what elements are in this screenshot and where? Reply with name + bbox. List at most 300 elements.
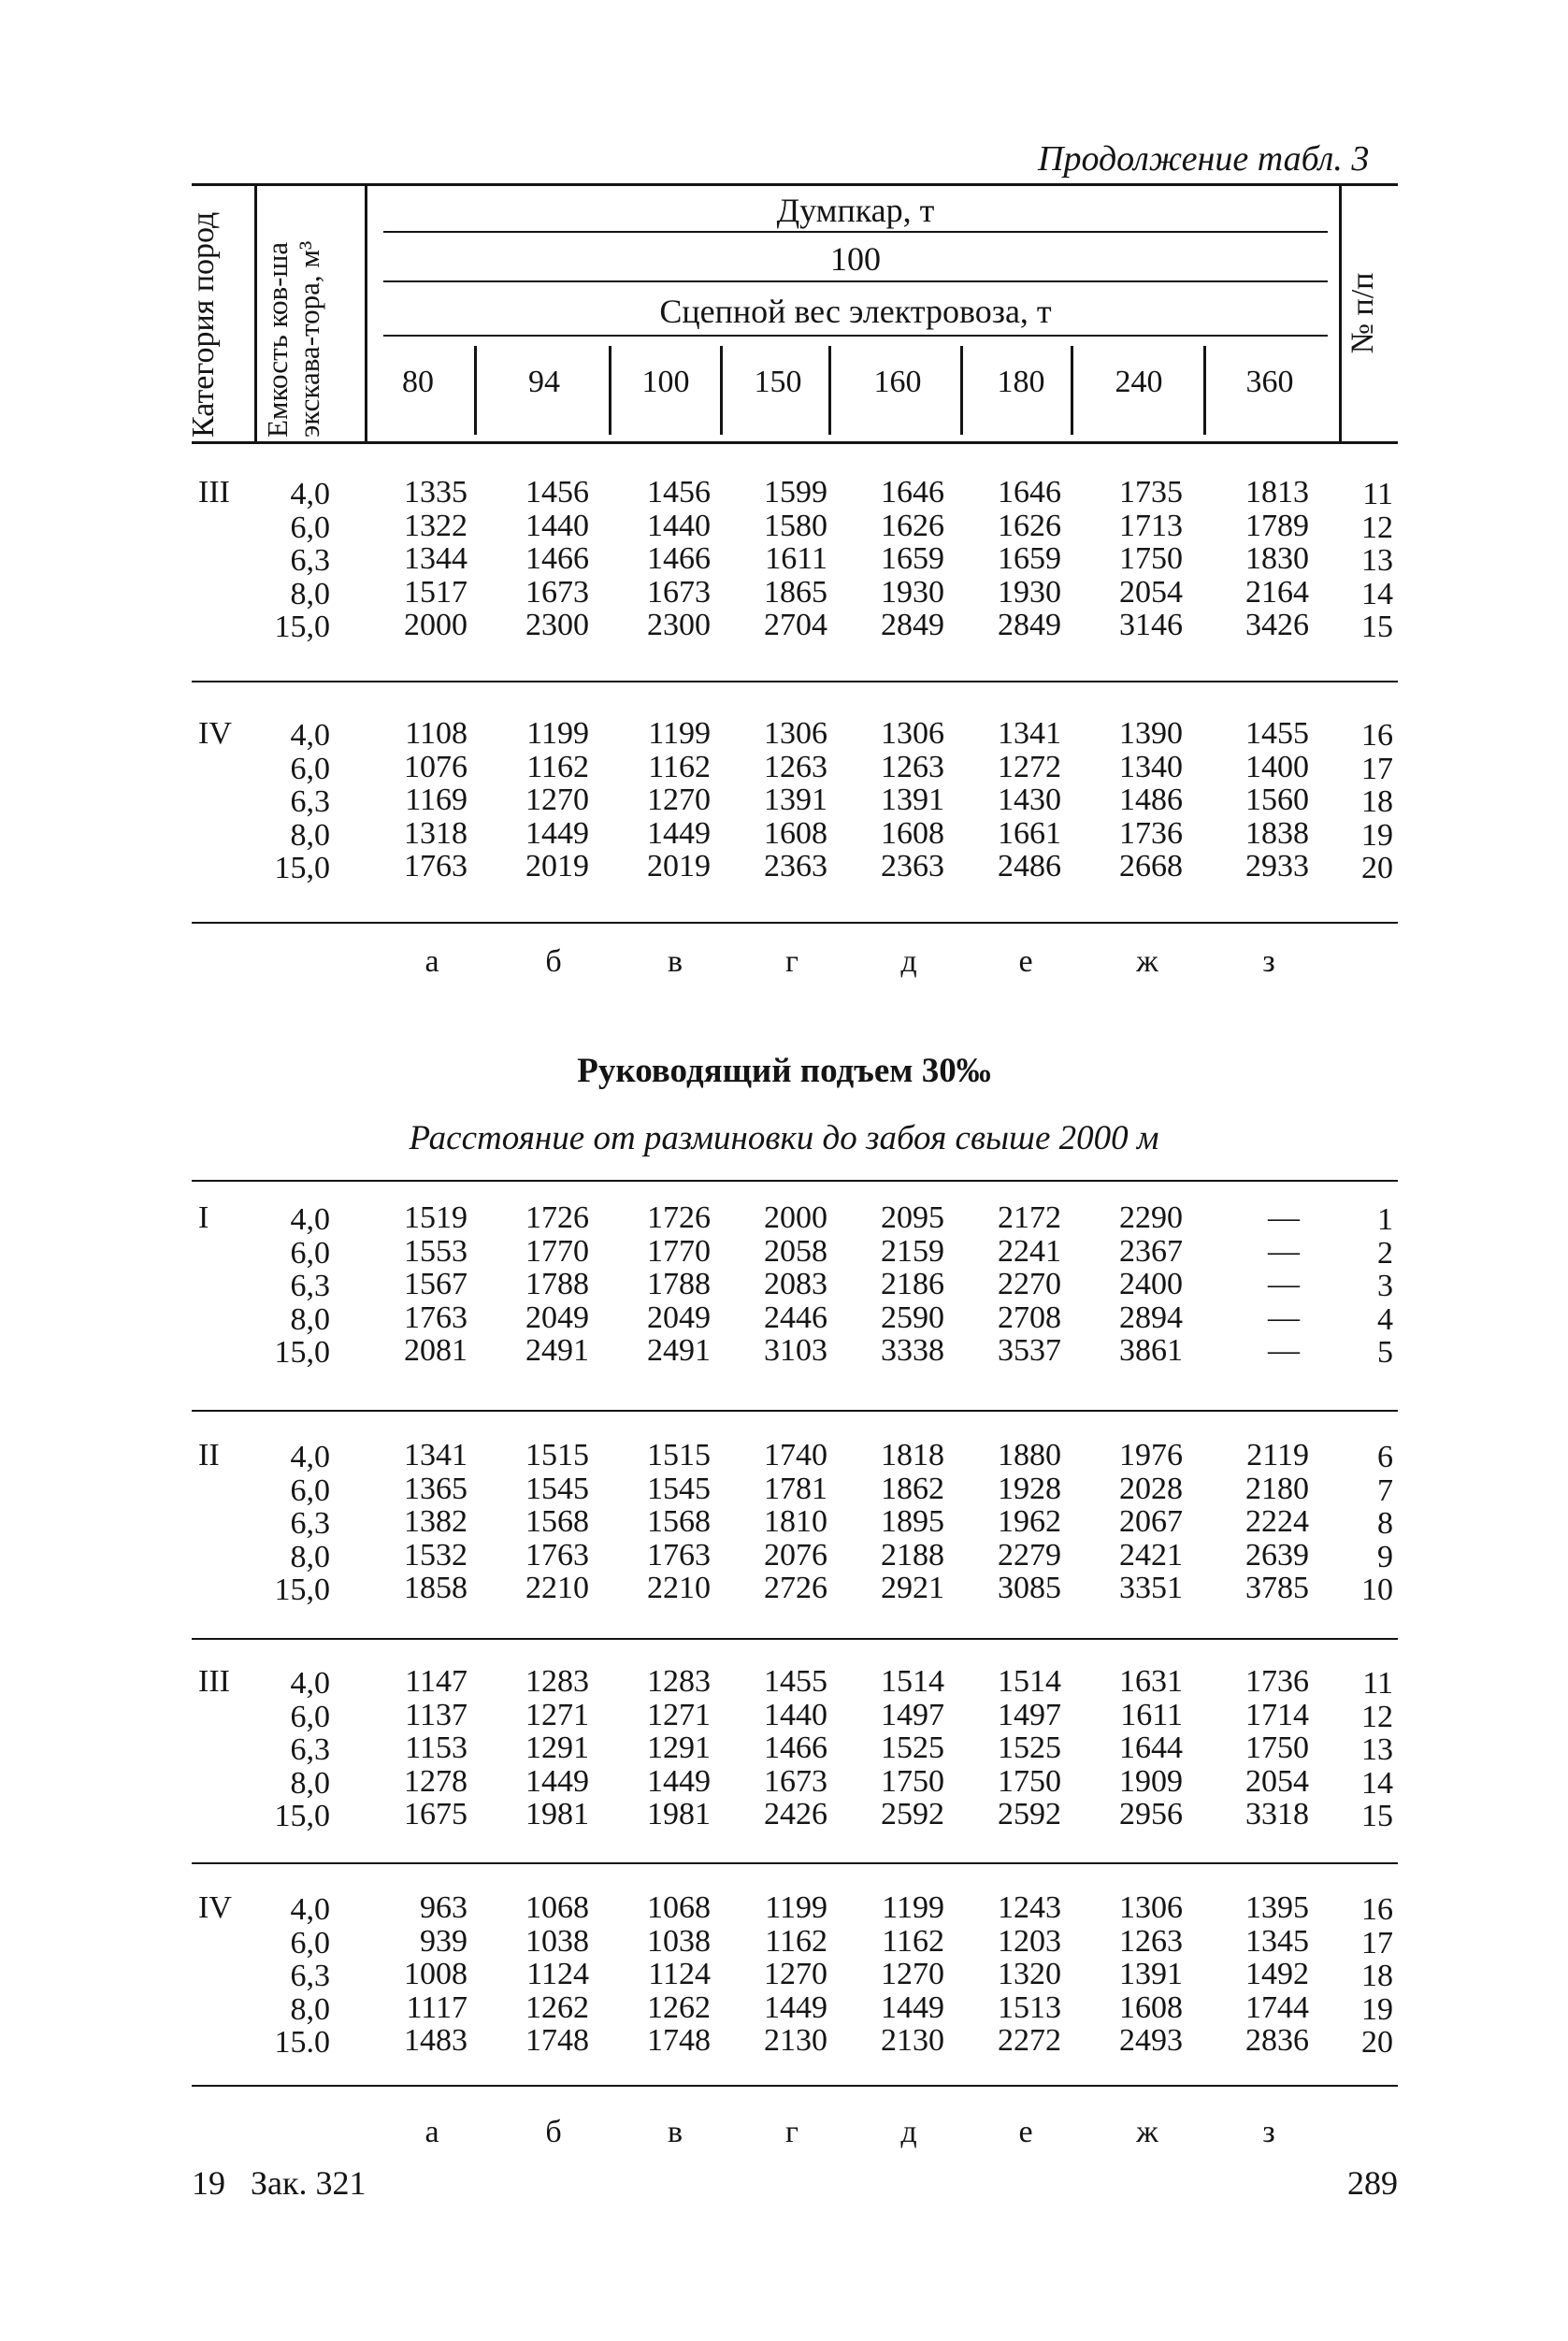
table-cell: 1818 [881, 1438, 944, 1472]
table-cell: 1169 [405, 783, 468, 817]
table-cell: 2400 [1119, 1267, 1183, 1301]
table-cell: 2493 [1119, 2023, 1183, 2058]
table-cell: 2054 [1245, 1763, 1309, 1799]
table-cell: 1455 [764, 1664, 827, 1699]
table-cell: 1748 [647, 2023, 711, 2058]
category-label: III [198, 1664, 230, 1699]
table-cell: 1880 [998, 1438, 1061, 1472]
table-cell: 3426 [1245, 608, 1309, 642]
table-cell: 1858 [404, 1571, 468, 1605]
continuation-label: Продолжение табл. 3 [1038, 139, 1370, 179]
table-cell: 1599 [764, 475, 827, 510]
table-cell: 1291 [647, 1731, 711, 1765]
table-cell: 1320 [998, 1957, 1061, 1991]
row-number: 6 [1377, 1440, 1393, 1474]
bucket-capacity: 4,0 [290, 1440, 330, 1474]
table-cell: — [1268, 1233, 1300, 1269]
page-number: 289 [1347, 2164, 1398, 2202]
table-cell: 1008 [404, 1957, 468, 1991]
column-letter: г [785, 2115, 798, 2149]
table-cell: 2067 [1119, 1504, 1183, 1539]
row-number: 14 [1361, 1765, 1393, 1801]
row-number: 13 [1361, 543, 1393, 578]
bucket-capacity: 15,0 [274, 1335, 330, 1370]
table-cell: 2130 [764, 2023, 827, 2058]
table-cell: 1283 [525, 1664, 589, 1699]
table-cell: — [1268, 1333, 1300, 1368]
table-cell: 1514 [998, 1664, 1061, 1699]
table-cell: 1736 [1119, 815, 1183, 851]
table-cell: 1862 [881, 1471, 944, 1506]
bucket-capacity: 6,0 [290, 1925, 330, 1960]
table-cell: 1243 [998, 1890, 1061, 1925]
table-cell: 1395 [1245, 1890, 1309, 1925]
group-separator [192, 1410, 1398, 1412]
table-cell: 1763 [404, 849, 468, 883]
row-number: 12 [1361, 1699, 1393, 1734]
row-number: 15 [1361, 610, 1393, 644]
table-cell: 1553 [404, 1233, 468, 1269]
table-cell: 1162 [526, 749, 589, 784]
table-cell: 1568 [525, 1504, 589, 1539]
table-cell: 1608 [764, 815, 827, 851]
column-letter: в [667, 2115, 683, 2149]
table-cell: 1440 [525, 508, 589, 543]
table-cell: 2421 [1119, 1537, 1183, 1573]
table-cell: 1199 [882, 1890, 944, 1925]
bucket-capacity: 6,0 [290, 510, 330, 545]
table-cell: 1318 [404, 815, 468, 851]
category-label: II [198, 1438, 220, 1472]
table-cell: 1568 [647, 1504, 711, 1539]
group-separator [192, 922, 1398, 924]
table-cell: 2486 [998, 849, 1061, 883]
group-separator [192, 1638, 1398, 1640]
table-cell: 1770 [525, 1233, 589, 1269]
row-number: 16 [1361, 1892, 1393, 1927]
header-divider-2 [365, 183, 367, 441]
category-label: III [198, 475, 230, 510]
table-cell: 2270 [998, 1267, 1061, 1301]
table-cell: 1449 [525, 815, 589, 851]
table-cell: 1748 [525, 2023, 589, 2058]
table-cell: 1497 [881, 1697, 944, 1732]
bucket-capacity: 8,0 [290, 1539, 330, 1574]
table-cell: 1675 [404, 1797, 468, 1831]
category-label: IV [198, 716, 232, 751]
table-cell: 1763 [404, 1300, 468, 1335]
bucket-capacity: 6,3 [290, 1269, 330, 1303]
group-separator [192, 681, 1398, 682]
loco-weight: 94 [528, 365, 560, 399]
table-cell: 2849 [998, 608, 1061, 642]
table-cell: 2726 [764, 1571, 827, 1605]
table-cell: 1124 [526, 1957, 589, 1991]
row-number: 11 [1362, 1666, 1393, 1701]
column-letter: а [424, 944, 439, 979]
table-cell: 1162 [765, 1923, 827, 1959]
loco-divider [1071, 346, 1073, 435]
bucket-capacity: 4,0 [290, 718, 330, 753]
table-cell: 1270 [525, 783, 589, 817]
table-cell: 1525 [998, 1731, 1061, 1765]
loco-rule [383, 335, 1328, 337]
table-cell: 1763 [525, 1537, 589, 1573]
table-cell: 2186 [881, 1267, 944, 1301]
table-cell: 1517 [404, 574, 468, 610]
table-cell: 1455 [1245, 716, 1309, 751]
bucket-capacity: 6,0 [290, 751, 330, 786]
column-letter: з [1262, 2115, 1275, 2149]
table-cell: 1270 [881, 1957, 944, 1991]
table-cell: 1456 [647, 475, 711, 510]
loco-weight: 80 [402, 365, 434, 399]
header-divider-npp [1339, 183, 1342, 441]
table-cell: 1865 [764, 574, 827, 610]
table-cell: 2279 [998, 1537, 1061, 1573]
table-cell: — [1268, 1200, 1300, 1235]
column-letter: ж [1136, 944, 1158, 979]
table-cell: 1560 [1245, 783, 1309, 817]
table-cell: 1449 [881, 1989, 944, 2025]
bucket-capacity: 4,0 [290, 1202, 330, 1237]
bucket-capacity: 6,3 [290, 543, 330, 578]
table-cell: 3146 [1119, 608, 1183, 642]
table-cell: 1750 [998, 1763, 1061, 1799]
loco-weight: 100 [641, 365, 690, 399]
table-cell: 1341 [404, 1438, 468, 1472]
table-cell: 1449 [647, 815, 711, 851]
table-cell: 1740 [764, 1438, 827, 1472]
table-cell: 963 [420, 1890, 468, 1925]
bucket-capacity: 15.0 [274, 2025, 330, 2060]
footer-order: 19 Зак. 321 [192, 2164, 367, 2202]
column-letter: б [545, 2115, 562, 2149]
table-cell: 1673 [525, 574, 589, 610]
table-cell: 2076 [764, 1537, 827, 1573]
column-letter: е [1018, 944, 1033, 979]
dumpcar-rule [383, 231, 1328, 233]
table-cell: 1271 [525, 1697, 589, 1732]
table-cell: 2708 [998, 1300, 1061, 1335]
table-cell: 2049 [647, 1300, 711, 1335]
table-cell: 1626 [881, 508, 944, 543]
table-cell: 1147 [405, 1664, 468, 1699]
table-cell: 2300 [647, 608, 711, 642]
table-cell: 1038 [525, 1923, 589, 1959]
column-letter: б [545, 944, 562, 979]
table-cell: 1673 [764, 1763, 827, 1799]
table-cell: 1909 [1119, 1763, 1183, 1799]
table-cell: 2058 [764, 1233, 827, 1269]
table-cell: 1391 [881, 783, 944, 817]
row-number: 20 [1361, 851, 1393, 885]
table-cell: 1962 [998, 1504, 1061, 1539]
row-number: 19 [1361, 817, 1393, 853]
table-cell: 1162 [882, 1923, 944, 1959]
table-cell: 3318 [1245, 1797, 1309, 1831]
bucket-capacity: 15,0 [274, 1573, 330, 1607]
table-cell: 2363 [881, 849, 944, 883]
table-cell: 1608 [1119, 1989, 1183, 2025]
table-cell: 1068 [525, 1890, 589, 1925]
row-number: 3 [1377, 1269, 1393, 1303]
loco-label: Сцепной вес электровоза, т [659, 293, 1052, 330]
column-letter: д [900, 2115, 917, 2149]
table-cell: 1750 [1245, 1731, 1309, 1765]
section-title: Руководящий подъем 30‰ [577, 1052, 991, 1090]
table-cell: 1545 [525, 1471, 589, 1506]
table-cell: 1726 [525, 1200, 589, 1235]
loco-weight: 160 [873, 365, 922, 399]
table-cell: 1611 [1120, 1697, 1183, 1732]
table-cell: 1726 [647, 1200, 711, 1235]
table-cell: 1763 [647, 1537, 711, 1573]
table-cell: 1263 [1119, 1923, 1183, 1959]
table-cell: 2446 [764, 1300, 827, 1335]
table-cell: 2095 [881, 1200, 944, 1235]
column-letter: г [785, 944, 798, 979]
bucket-capacity: 4,0 [290, 477, 330, 511]
row-number: 9 [1377, 1539, 1393, 1574]
bucket-capacity: 8,0 [290, 1765, 330, 1801]
table-cell: 2000 [404, 608, 468, 642]
category-label: I [198, 1200, 209, 1235]
table-cell: 2592 [998, 1797, 1061, 1831]
bucket-capacity: 4,0 [290, 1892, 330, 1927]
table-cell: 3351 [1119, 1571, 1183, 1605]
section-subtitle: Расстояние от разминовки до забоя свыше 2000 м [409, 1119, 1159, 1157]
table-cell: 1673 [647, 574, 711, 610]
npp-label: № п/п [1345, 272, 1380, 354]
table-cell: 1124 [648, 1957, 711, 1991]
table-cell: 2894 [1119, 1300, 1183, 1335]
table-cell: 3085 [998, 1571, 1061, 1605]
bucket-capacity: 6,3 [290, 1732, 330, 1767]
table-cell: 2933 [1245, 849, 1309, 883]
table-cell: 1545 [647, 1471, 711, 1506]
table-cell: 1291 [525, 1731, 589, 1765]
table-cell: 1335 [404, 475, 468, 510]
table-cell: 1714 [1245, 1697, 1309, 1732]
table-cell: 1344 [404, 541, 468, 576]
table-cell: 1626 [998, 508, 1061, 543]
table-cell: 1608 [881, 815, 944, 851]
category-label: Категория пород [186, 211, 221, 438]
table-cell: — [1268, 1267, 1300, 1301]
table-cell: 2019 [525, 849, 589, 883]
table-cell: 3537 [998, 1333, 1061, 1368]
column-letter: ж [1136, 2115, 1158, 2149]
table-cell: 1930 [881, 574, 944, 610]
row-number: 10 [1361, 1573, 1393, 1607]
table-cell: 1930 [998, 574, 1061, 610]
row-number: 2 [1377, 1235, 1393, 1271]
table-cell: 2590 [881, 1300, 944, 1335]
table-cell: 1199 [765, 1890, 827, 1925]
table-cell: 2668 [1119, 849, 1183, 883]
dumpcar-label: Думпкар, т [776, 192, 935, 229]
table-cell: 1117 [406, 1989, 468, 2025]
loco-divider [720, 346, 723, 435]
column-letter: е [1018, 2115, 1033, 2149]
table-cell: 1466 [764, 1731, 827, 1765]
table-cell: 2130 [881, 2023, 944, 2058]
row-number: 8 [1377, 1506, 1393, 1541]
table-cell: 1611 [765, 541, 827, 576]
table-cell: 2054 [1119, 574, 1183, 610]
table-cell: 1770 [647, 1233, 711, 1269]
table-cell: 1199 [648, 716, 711, 751]
table-cell: 1513 [998, 1989, 1061, 2025]
table-cell: 1661 [998, 815, 1061, 851]
bucket-label: Емкость ков-ша экскава-тора, м³ [261, 240, 325, 438]
table-cell: 1306 [1119, 1890, 1183, 1925]
bucket-capacity: 4,0 [290, 1666, 330, 1701]
dumpcar-value: 100 [830, 240, 881, 278]
table-cell: 1263 [881, 749, 944, 784]
table-cell: 1262 [525, 1989, 589, 2025]
table-cell: 2592 [881, 1797, 944, 1831]
table-cell: 1813 [1245, 475, 1309, 510]
table-cell: 1270 [647, 783, 711, 817]
loco-weight: 180 [997, 365, 1045, 399]
table-cell: 3785 [1245, 1571, 1309, 1605]
group-separator [192, 1180, 1398, 1182]
table-cell: 1322 [404, 508, 468, 543]
table-cell: 1449 [764, 1989, 827, 2025]
table-cell: 1456 [525, 475, 589, 510]
row-number: 13 [1361, 1732, 1393, 1767]
bucket-capacity: 6,3 [290, 1506, 330, 1541]
table-cell: 1483 [404, 2023, 468, 2058]
table-cell: 1646 [998, 475, 1061, 510]
table-cell: 1713 [1119, 508, 1183, 543]
bucket-capacity: 8,0 [290, 576, 330, 611]
table-cell: 1283 [647, 1664, 711, 1699]
table-cell: 1390 [1119, 716, 1183, 751]
table-cell: 1400 [1245, 749, 1309, 784]
table-cell: 2290 [1119, 1200, 1183, 1235]
table-cell: 1271 [647, 1697, 711, 1732]
table-cell: — [1268, 1300, 1300, 1335]
table-cell: 1391 [1119, 1957, 1183, 1991]
table-cell: 1644 [1119, 1731, 1183, 1765]
row-number: 19 [1361, 1991, 1393, 2027]
table-cell: 1515 [525, 1438, 589, 1472]
table-cell: 1262 [647, 1989, 711, 2025]
row-number: 14 [1361, 576, 1393, 611]
table-cell: 1203 [998, 1923, 1061, 1959]
bucket-capacity: 6,3 [290, 784, 330, 819]
loco-divider [828, 346, 831, 435]
table-cell: 2956 [1119, 1797, 1183, 1831]
table-cell: 2704 [764, 608, 827, 642]
table-cell: 1981 [525, 1797, 589, 1831]
table-cell: 1631 [1119, 1664, 1183, 1699]
table-cell: 1789 [1245, 508, 1309, 543]
row-number: 17 [1361, 1925, 1393, 1960]
table-cell: 1750 [1119, 541, 1183, 576]
bucket-capacity: 6,3 [290, 1959, 330, 1993]
row-number: 18 [1361, 1959, 1393, 1993]
loco-divider [960, 346, 963, 435]
table-cell: 1270 [764, 1957, 827, 1991]
table-cell: 1153 [405, 1731, 468, 1765]
loco-divider [1203, 346, 1206, 435]
bucket-capacity: 6,0 [290, 1235, 330, 1271]
loco-weight: 360 [1245, 365, 1294, 399]
table-cell: 2224 [1245, 1504, 1309, 1539]
table-cell: 1341 [998, 716, 1061, 751]
column-letter: в [667, 944, 683, 979]
table-cell: 1788 [647, 1267, 711, 1301]
table-cell: 1068 [647, 1890, 711, 1925]
table-cell: 2049 [525, 1300, 589, 1335]
header-bottom-rule [192, 441, 1398, 444]
table-cell: 939 [420, 1923, 468, 1959]
row-number: 18 [1361, 784, 1393, 819]
table-cell: 1750 [881, 1763, 944, 1799]
bucket-capacity: 8,0 [290, 1301, 330, 1337]
table-cell: 1976 [1119, 1438, 1183, 1472]
table-cell: 1038 [647, 1923, 711, 1959]
table-cell: 2849 [881, 608, 944, 642]
row-number: 16 [1361, 718, 1393, 753]
table-cell: 1466 [647, 541, 711, 576]
table-cell: 1278 [404, 1763, 468, 1799]
table-cell: 1519 [404, 1200, 468, 1235]
dumpcar-value-rule [383, 280, 1328, 282]
table-cell: 2000 [764, 1200, 827, 1235]
table-cell: 1659 [998, 541, 1061, 576]
table-cell: 2921 [881, 1571, 944, 1605]
table-cell: 1744 [1245, 1989, 1309, 2025]
bucket-capacity: 15,0 [274, 610, 330, 644]
bucket-capacity: 6,0 [290, 1472, 330, 1508]
row-number: 17 [1361, 751, 1393, 786]
table-cell: 1162 [648, 749, 711, 784]
bucket-capacity: 6,0 [290, 1699, 330, 1734]
row-number: 4 [1377, 1301, 1393, 1337]
table-cell: 1981 [647, 1797, 711, 1831]
table-cell: 1340 [1119, 749, 1183, 784]
row-number: 5 [1377, 1335, 1393, 1370]
header-divider-1 [254, 183, 257, 441]
table-cell: 2300 [525, 608, 589, 642]
bucket-capacity: 15,0 [274, 1799, 330, 1833]
table-cell: 1486 [1119, 783, 1183, 817]
table-cell: 1272 [998, 749, 1061, 784]
table-cell: 1838 [1245, 815, 1309, 851]
table-cell: 2019 [647, 849, 711, 883]
table-cell: 2491 [525, 1333, 589, 1368]
table-cell: 1515 [647, 1438, 711, 1472]
table-cell: 2241 [998, 1233, 1061, 1269]
loco-weight: 240 [1115, 365, 1163, 399]
table-cell: 3103 [764, 1333, 827, 1368]
table-cell: 1430 [998, 783, 1061, 817]
table-cell: 1306 [881, 716, 944, 751]
table-cell: 1382 [404, 1504, 468, 1539]
table-cell: 1440 [647, 508, 711, 543]
table-cell: 2081 [404, 1333, 468, 1368]
table-cell: 2188 [881, 1537, 944, 1573]
row-number: 7 [1377, 1472, 1393, 1508]
column-letter: д [900, 944, 917, 979]
table-cell: 1365 [404, 1471, 468, 1506]
table-cell: 2159 [881, 1233, 944, 1269]
